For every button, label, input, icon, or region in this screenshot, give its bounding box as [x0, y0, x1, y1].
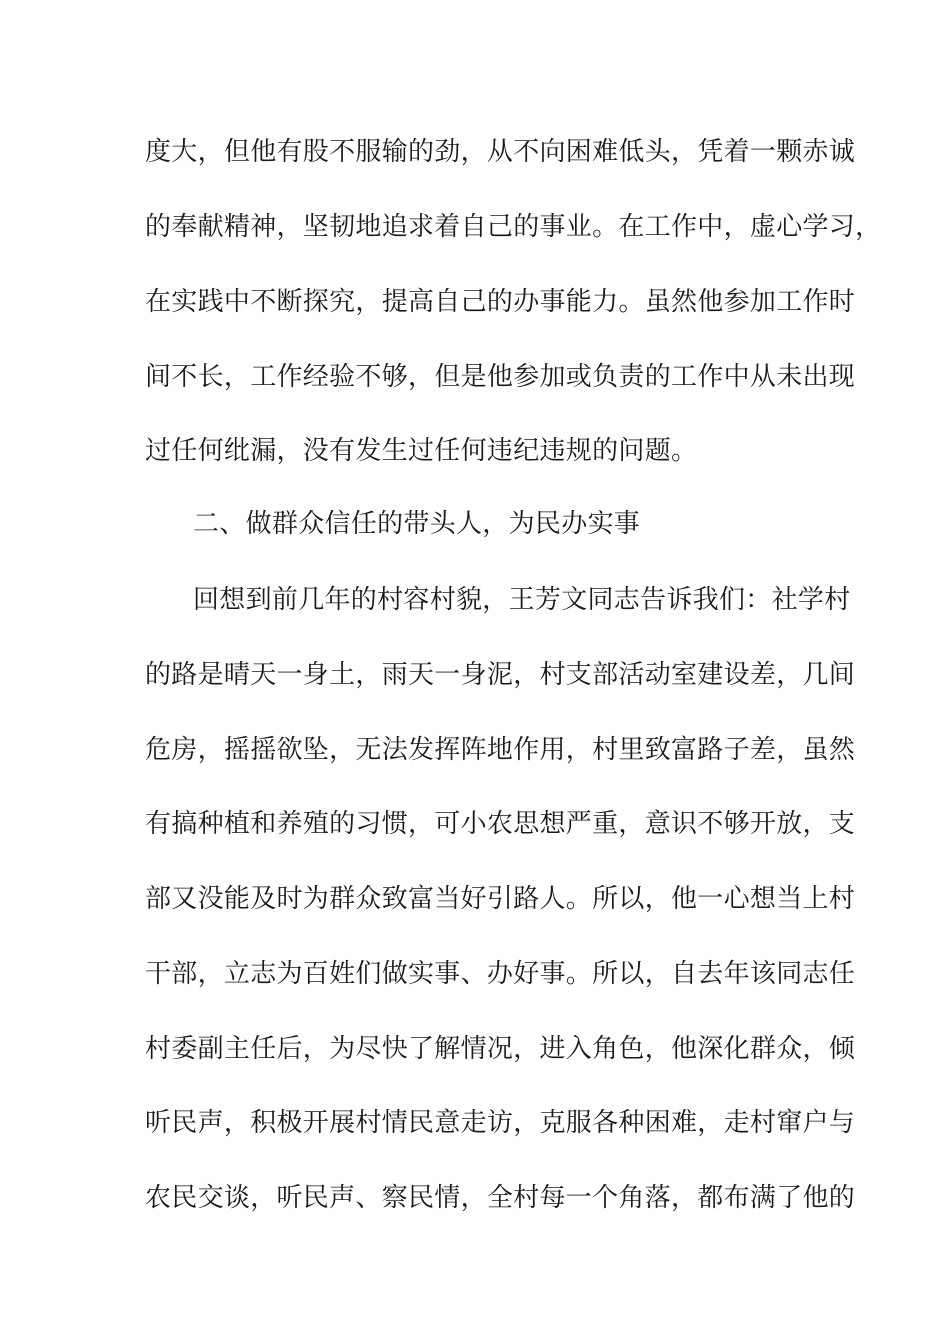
- section-heading: 二、做群众信任的带头人，为民办实事: [193, 509, 641, 539]
- paragraph-line-5: 过任何纰漏，没有发生过任何违纪违规的问题。: [145, 436, 698, 466]
- paragraph-line-1: 度大，但他有股不服输的劲，从不向困难低头，凭着一颗赤诚: [145, 137, 856, 167]
- paragraph-line-14: 农民交谈，听民声、察民情，全村每一个角落，都布满了他的: [145, 1183, 856, 1213]
- paragraph-line-3: 在实践中不断探究，提高自己的办事能力。虽然他参加工作时: [145, 287, 856, 317]
- paragraph-line-7: 的路是晴天一身土，雨天一身泥，村支部活动室建设差，几间: [145, 660, 856, 690]
- paragraph-line-6: 回想到前几年的村容村貌，王芳文同志告诉我们：社学村: [193, 585, 851, 615]
- paragraph-line-13: 听民声，积极开展村情民意走访，克服各种困难，走村窜户与: [145, 1108, 856, 1138]
- paragraph-line-2: 的奉献精神，坚韧地追求着自己的事业。在工作中，虚心学习，: [145, 212, 882, 242]
- paragraph-line-4: 间不长，工作经验不够，但是他参加或负责的工作中从未出现: [145, 362, 856, 392]
- paragraph-line-8: 危房，摇摇欲坠，无法发挥阵地作用，村里致富路子差，虽然: [145, 735, 856, 765]
- paragraph-line-11: 干部，立志为百姓们做实事、办好事。所以，自去年该同志任: [145, 959, 856, 989]
- paragraph-line-12: 村委副主任后，为尽快了解情况，进入角色，他深化群众，倾: [145, 1034, 856, 1064]
- paragraph-line-10: 部又没能及时为群众致富当好引路人。所以，他一心想当上村: [145, 884, 856, 914]
- paragraph-line-9: 有搞种植和养殖的习惯，可小农思想严重，意识不够开放，支: [145, 809, 856, 839]
